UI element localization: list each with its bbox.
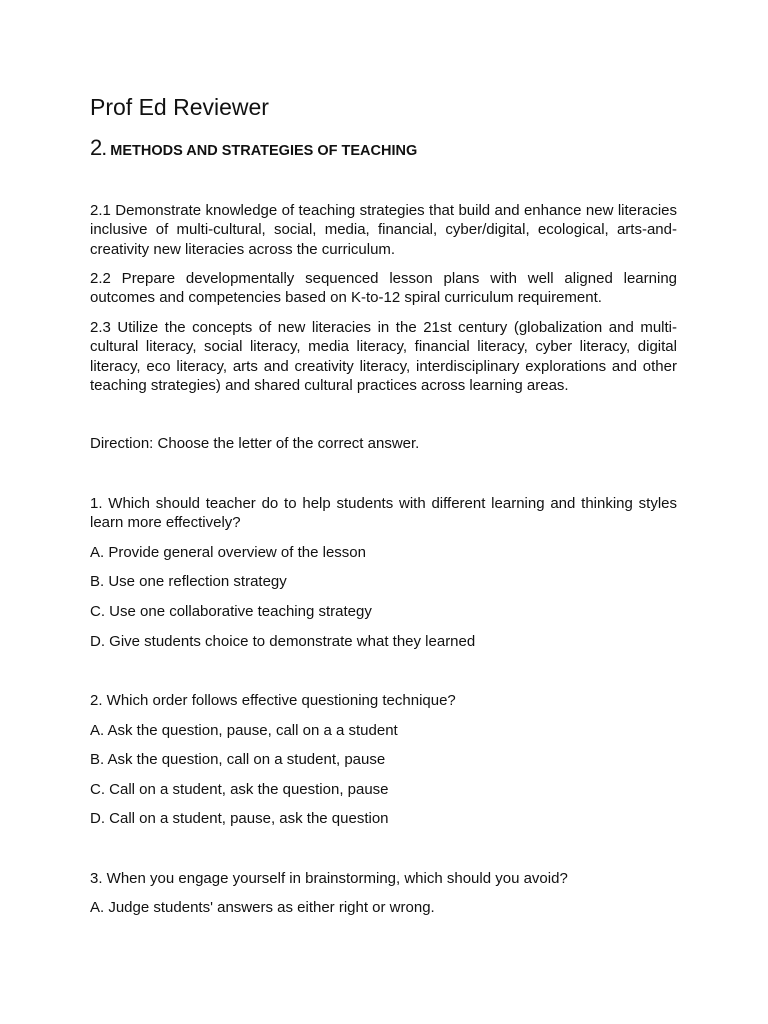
question-2-choice-a: A. Ask the question, pause, call on a a student xyxy=(90,722,398,739)
question-1: 1. Which should teacher do to help students with different learning and thinking styles learn more effectively? xyxy=(90,495,677,532)
question-2: 2. Which order follows effective questioning technique? xyxy=(90,692,456,709)
objective-2-1: 2.1 Demonstrate knowledge of teaching strategies that build and enhance new literacies inclusive of multi-cultural, social, media, financial, cyber/digital, ecological, arts-and-creativity new literacies across the curriculum. xyxy=(90,202,677,258)
question-2-choice-c: C. Call on a student, ask the question, pause xyxy=(90,781,389,798)
objective-2-3: 2.3 Utilize the concepts of new literacies in the 21st century (globalization and multi-cultural literacy, social literacy, media literacy, financial literacy, cyber literacy, digital literacy, eco literacy, arts and creativity literacy, interdisciplinary explorations and other teaching strategies) and shared cultural practices across learning areas. xyxy=(90,319,677,394)
section-heading-text: . METHODS AND STRATEGIES OF TEACHING xyxy=(102,143,418,159)
objective-2-2: 2.2 Prepare developmentally sequenced lesson plans with well aligned learning outcomes and competencies based on K-to-12 spiral curriculum requirement. xyxy=(90,270,677,307)
direction-text: Direction: Choose the letter of the correct answer. xyxy=(90,435,420,452)
question-2-choice-d: D. Call on a student, pause, ask the question xyxy=(90,810,389,827)
question-3-choice-a: A. Judge students' answers as either right or wrong. xyxy=(90,899,435,916)
question-1-choice-d: D. Give students choice to demonstrate what they learned xyxy=(90,633,476,650)
document-title: Prof Ed Reviewer xyxy=(90,94,269,120)
section-heading xyxy=(90,134,417,162)
question-1-choice-b: B. Use one reflection strategy xyxy=(90,573,287,590)
question-1-choice-a: A. Provide general overview of the lesson xyxy=(90,544,366,561)
question-2-choice-b: B. Ask the question, call on a student, pause xyxy=(90,751,386,768)
question-1-choice-c: C. Use one collaborative teaching strategy xyxy=(90,603,372,620)
question-3: 3. When you engage yourself in brainstorming, which should you avoid? xyxy=(90,870,568,887)
section-number: 2 xyxy=(90,135,103,160)
